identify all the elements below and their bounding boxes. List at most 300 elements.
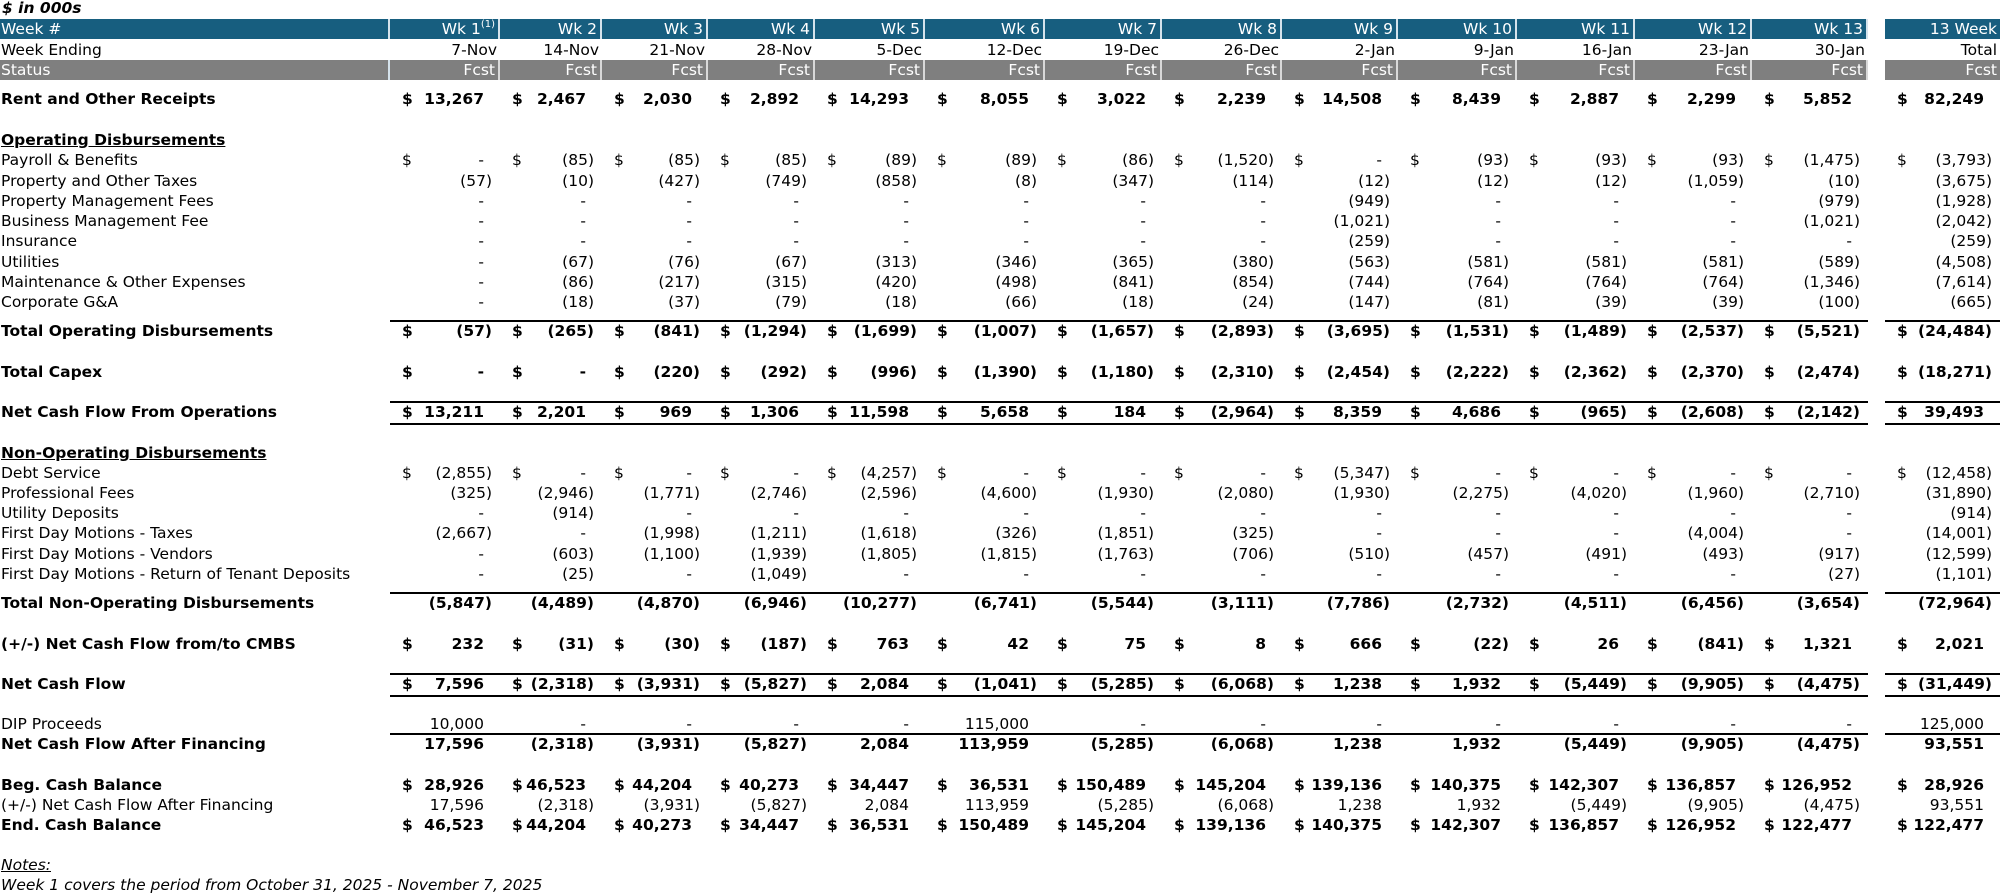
currency-symbol: $	[1057, 90, 1068, 108]
currency-symbol: $	[402, 90, 413, 108]
currency-symbol: $	[1897, 403, 1908, 421]
currency-symbol: $	[827, 816, 838, 834]
week-value-cell: -	[1730, 232, 1736, 250]
week-value-cell: (5,285)	[1090, 735, 1154, 753]
currency-symbol: $	[1057, 403, 1068, 421]
week-value-cell: (2,222)	[1445, 363, 1509, 381]
currency-symbol: $	[937, 322, 948, 340]
week-header-cell	[1752, 19, 1868, 39]
total-value-cell: (3,793)	[1935, 151, 1992, 169]
week-header-cell	[1162, 19, 1282, 39]
week-value-cell: 26	[1597, 635, 1619, 653]
total-rule-bottom	[390, 695, 1868, 697]
week-header-text: 2-Jan	[1354, 41, 1395, 59]
week-header-cell	[925, 40, 1045, 60]
week-value-cell: (965)	[1580, 403, 1627, 421]
week-value-cell: 44,204	[526, 816, 586, 834]
week-value-cell: (498)	[995, 273, 1037, 291]
currency-symbol: $	[1174, 816, 1185, 834]
currency-symbol: $	[720, 322, 731, 340]
week-value-cell: (1,939)	[750, 545, 807, 563]
currency-symbol: $	[1764, 776, 1775, 794]
week-value-cell: 2,887	[1569, 90, 1619, 108]
currency-symbol: $	[1764, 464, 1774, 482]
week-value-cell: (1,021)	[1333, 212, 1390, 230]
currency-symbol: $	[1294, 403, 1305, 421]
week-value-cell: (1,211)	[750, 524, 807, 542]
subtotal-rule	[390, 733, 1868, 735]
week-value-cell: (841)	[1112, 273, 1154, 291]
row-label: First Day Motions - Return of Tenant Deposits	[1, 565, 351, 583]
week-value-cell: 1,932	[1451, 675, 1501, 693]
status-row	[0, 60, 2000, 80]
week-value-cell: 8,439	[1451, 90, 1501, 108]
week-value-cell: (4,020)	[1570, 484, 1627, 502]
currency-symbol: $	[1057, 464, 1067, 482]
week-value-cell: -	[1613, 232, 1619, 250]
week-value-cell: -	[1140, 464, 1146, 482]
currency-symbol: $	[1174, 322, 1185, 340]
currency-symbol: $	[1529, 675, 1540, 693]
week-value-cell: (217)	[658, 273, 700, 291]
currency-symbol: $	[1647, 464, 1657, 482]
week-value-cell: (491)	[1585, 545, 1627, 563]
currency-symbol: $	[1764, 635, 1775, 653]
week-value-cell: 34,447	[739, 816, 799, 834]
week-value-cell: (380)	[1232, 253, 1274, 271]
week-header-cell	[1282, 19, 1398, 39]
week-value-cell: -	[1846, 504, 1852, 522]
currency-symbol: $	[1174, 635, 1185, 653]
currency-symbol: $	[937, 90, 948, 108]
week-value-cell: 28,926	[424, 776, 484, 794]
week-value-cell: (2,608)	[1680, 403, 1744, 421]
currency-symbol: $	[720, 403, 731, 421]
week-value-cell: (10,277)	[843, 594, 917, 612]
week-value-cell: -	[477, 363, 484, 381]
currency-symbol: $	[402, 675, 413, 693]
total-value-cell: 122,477	[1913, 816, 1984, 834]
notes-text: Week 1 covers the period from October 31, 2025 - November 7, 2025	[1, 876, 543, 894]
week-value-cell: -	[686, 565, 692, 583]
currency-symbol: $	[1764, 816, 1775, 834]
week-value-cell: (4,004)	[1687, 524, 1744, 542]
week-value-cell: -	[580, 715, 586, 733]
week-header-text: Fcst	[1598, 61, 1630, 79]
week-header-cell	[708, 19, 815, 39]
currency-symbol: $	[614, 403, 625, 421]
week-value-cell: (4,511)	[1563, 594, 1627, 612]
week-header-cell	[390, 40, 500, 60]
week-value-cell: -	[1613, 504, 1619, 522]
total-value-cell: (914)	[1950, 504, 1992, 522]
week-value-cell: 142,307	[1548, 776, 1619, 794]
week-value-cell: (1,489)	[1563, 322, 1627, 340]
week-value-cell: -	[1260, 504, 1266, 522]
week-header-text: 23-Jan	[1698, 41, 1749, 59]
week-value-cell: (2,893)	[1210, 322, 1274, 340]
week-value-cell: (6,068)	[1210, 735, 1274, 753]
currency-symbol: $	[402, 816, 413, 834]
units-label: $ in 000s	[2, 0, 82, 17]
week-value-cell: 139,136	[1311, 776, 1382, 794]
week-value-cell: -	[1495, 212, 1501, 230]
week-value-cell: -	[478, 504, 484, 522]
currency-symbol: $	[720, 776, 731, 794]
row-label: Non-Operating Disbursements	[1, 444, 267, 462]
week-value-cell: (4,489)	[530, 594, 594, 612]
currency-symbol: $	[1057, 816, 1068, 834]
table-row-end-cash	[0, 815, 2000, 835]
currency-symbol: $	[1647, 675, 1658, 693]
total-value-cell: (2,042)	[1935, 212, 1992, 230]
week-value-cell: (292)	[760, 363, 807, 381]
week-value-cell: 113,959	[958, 735, 1029, 753]
week-header-text: Fcst	[1361, 61, 1393, 79]
row-label: Rent and Other Receipts	[1, 90, 216, 108]
week-value-cell: (764)	[1467, 273, 1509, 291]
week-value-cell: (347)	[1112, 172, 1154, 190]
week-value-cell: 40,273	[739, 776, 799, 794]
currency-symbol: $	[937, 464, 947, 482]
currency-symbol: $	[1057, 363, 1068, 381]
week-value-cell: -	[903, 565, 909, 583]
week-value-cell: (6,068)	[1217, 796, 1274, 814]
week-value-cell: -	[793, 192, 799, 210]
week-value-cell: 8,055	[979, 90, 1029, 108]
week-value-cell: -	[1613, 524, 1619, 542]
week-value-cell: 75	[1124, 635, 1146, 653]
week-value-cell: 136,857	[1665, 776, 1736, 794]
table-row-maintenance	[0, 272, 2000, 292]
week-header-text: Wk 10	[1463, 20, 1512, 38]
week-value-cell: (2,667)	[435, 524, 492, 542]
week-value-cell: (37)	[668, 293, 700, 311]
currency-symbol: $	[937, 363, 948, 381]
row-label: Utilities	[1, 253, 60, 271]
table-row-op-header	[0, 130, 2000, 150]
total-value-cell: (7,614)	[1935, 273, 1992, 291]
week-value-cell: 139,136	[1195, 816, 1266, 834]
currency-symbol: $	[1764, 322, 1775, 340]
week-value-cell: (86)	[562, 273, 594, 291]
total-rule-bottom	[1885, 695, 2000, 697]
total-value-cell: 82,249	[1924, 90, 1984, 108]
week-header-text: Fcst	[888, 61, 920, 79]
week-value-cell: 5,658	[979, 403, 1029, 421]
week-header-cell	[1398, 60, 1517, 80]
week-value-cell: (39)	[1595, 293, 1627, 311]
currency-symbol: $	[720, 816, 731, 834]
week-value-cell: (18)	[885, 293, 917, 311]
subtotal-rule	[1885, 592, 2000, 594]
total-rule-top	[1885, 401, 2000, 403]
week-value-cell: 42	[1007, 635, 1029, 653]
week-value-cell: (12)	[1358, 172, 1390, 190]
total-rule-bottom	[1885, 423, 2000, 425]
row-label: Property and Other Taxes	[1, 172, 198, 190]
week-value-cell: (2,454)	[1326, 363, 1390, 381]
week-value-cell: -	[903, 212, 909, 230]
currency-symbol: $	[720, 90, 731, 108]
week-value-cell: -	[580, 524, 586, 542]
row-label: Debt Service	[1, 464, 101, 482]
week-value-cell: -	[1495, 464, 1501, 482]
currency-symbol: $	[1057, 635, 1068, 653]
week-number-row	[0, 19, 2000, 39]
week-value-cell: -	[793, 232, 799, 250]
week-value-cell: -	[1495, 524, 1501, 542]
week-header-text: Wk 7	[1117, 20, 1157, 38]
week-header-cell	[1162, 40, 1282, 60]
week-value-cell: (1,390)	[973, 363, 1037, 381]
week-value-cell: -	[1023, 232, 1029, 250]
week-value-cell: (1,180)	[1090, 363, 1154, 381]
week-value-cell: (1,346)	[1803, 273, 1860, 291]
week-value-cell: 969	[659, 403, 692, 421]
week-value-cell: (744)	[1348, 273, 1390, 291]
week-value-cell: 2,239	[1216, 90, 1266, 108]
week-header-cell	[602, 40, 708, 60]
currency-symbol: $	[1174, 151, 1184, 169]
currency-symbol: $	[1529, 322, 1540, 340]
week-value-cell: (265)	[547, 322, 594, 340]
week-value-cell: (427)	[658, 172, 700, 190]
week-value-cell: (510)	[1348, 545, 1390, 563]
week-value-cell: 10,000	[429, 715, 484, 733]
week-value-cell: (1,930)	[1097, 484, 1154, 502]
week-value-cell: (1,618)	[860, 524, 917, 542]
week-value-cell: (10)	[562, 172, 594, 190]
week-header-text: Fcst	[1008, 61, 1040, 79]
currency-symbol: $	[1294, 816, 1305, 834]
week-value-cell: (1,851)	[1097, 524, 1154, 542]
week-header-text: Wk 12	[1698, 20, 1747, 38]
total-value-cell: 2,021	[1934, 635, 1984, 653]
currency-symbol: $	[1529, 90, 1540, 108]
week-header-text: Fcst	[1125, 61, 1157, 79]
week-value-cell: (1,771)	[643, 484, 700, 502]
currency-symbol: $	[1897, 322, 1908, 340]
week-header-text: Wk 3	[663, 20, 703, 38]
week-value-cell: (315)	[765, 273, 807, 291]
week-header-text: Wk 4	[770, 20, 810, 38]
week-value-cell: (31)	[558, 635, 594, 653]
currency-symbol: $	[1057, 776, 1068, 794]
week-value-cell: (5,847)	[428, 594, 492, 612]
table-row-ncf-after	[0, 734, 2000, 754]
footnote-marker: (1)	[480, 18, 495, 30]
currency-symbol: $	[720, 635, 731, 653]
week-value-cell: -	[1495, 565, 1501, 583]
week-value-cell: 140,375	[1311, 816, 1382, 834]
week-number-label: Week #	[0, 19, 390, 39]
week-value-cell: (5,544)	[1090, 594, 1154, 612]
total-value-cell: (12,599)	[1925, 545, 1992, 563]
week-value-cell: (89)	[885, 151, 917, 169]
total-rule-top	[390, 673, 1868, 675]
week-value-cell: (3,654)	[1796, 594, 1860, 612]
week-value-cell: (841)	[1697, 635, 1744, 653]
week-value-cell: -	[478, 192, 484, 210]
week-header-text: Fcst	[463, 61, 495, 79]
week-header-text: 12-Dec	[986, 41, 1042, 59]
week-value-cell: (76)	[668, 253, 700, 271]
week-value-cell: -	[686, 232, 692, 250]
week-value-cell: (67)	[775, 253, 807, 271]
week-value-cell: 4,686	[1451, 403, 1501, 421]
week-value-cell: (57)	[456, 322, 492, 340]
currency-symbol: $	[512, 816, 523, 834]
total-value-cell: (1,101)	[1935, 565, 1992, 583]
week-value-cell: 1,238	[1332, 735, 1382, 753]
week-value-cell: 46,523	[424, 816, 484, 834]
week-header-text: Wk 8	[1237, 20, 1277, 38]
total-value-cell: (3,675)	[1935, 172, 1992, 190]
week-value-cell: -	[1613, 464, 1619, 482]
week-value-cell: (25)	[562, 565, 594, 583]
week-value-cell: (9,905)	[1687, 796, 1744, 814]
week-value-cell: -	[1140, 504, 1146, 522]
currency-symbol: $	[827, 675, 838, 693]
week-value-cell: -	[686, 212, 692, 230]
currency-symbol: $	[1294, 322, 1305, 340]
week-header-cell	[1635, 40, 1752, 60]
week-header-cell	[1045, 19, 1162, 39]
row-label: Payroll & Benefits	[1, 151, 138, 169]
currency-symbol: $	[512, 90, 523, 108]
week-value-cell: 2,467	[536, 90, 586, 108]
notes-heading: Notes:	[1, 856, 51, 874]
row-label: First Day Motions - Vendors	[1, 545, 213, 563]
week-value-cell: 140,375	[1430, 776, 1501, 794]
currency-symbol: $	[1897, 816, 1908, 834]
currency-symbol: $	[402, 635, 413, 653]
week-header-cell	[1398, 19, 1517, 39]
currency-symbol: $	[1897, 635, 1908, 653]
week-ending-label: Week Ending	[1, 41, 102, 59]
currency-symbol: $	[512, 464, 522, 482]
week-value-cell: (57)	[460, 172, 492, 190]
week-value-cell: (3,931)	[636, 675, 700, 693]
table-row-pm-fees	[0, 191, 2000, 211]
week-value-cell: (2,310)	[1210, 363, 1274, 381]
week-header-cell	[500, 19, 602, 39]
week-value-cell: (949)	[1348, 192, 1390, 210]
currency-symbol: $	[1897, 90, 1908, 108]
week-value-cell: (4,600)	[980, 484, 1037, 502]
week-value-cell: (841)	[653, 322, 700, 340]
week-value-cell: 5,852	[1802, 90, 1852, 108]
week-value-cell: (93)	[1477, 151, 1509, 169]
week-header-text: Wk 9	[1353, 20, 1393, 38]
week-value-cell: -	[1613, 192, 1619, 210]
week-value-cell: 2,299	[1686, 90, 1736, 108]
currency-symbol: $	[1410, 403, 1421, 421]
row-label: Net Cash Flow After Financing	[1, 735, 266, 753]
week-value-cell: 14,508	[1322, 90, 1382, 108]
currency-symbol: $	[720, 151, 730, 169]
week-value-cell: -	[1495, 504, 1501, 522]
week-value-cell: 1,932	[1451, 735, 1501, 753]
table-row-dip	[0, 714, 2000, 734]
currency-symbol: $	[1410, 635, 1421, 653]
week-value-cell: -	[1260, 715, 1266, 733]
week-value-cell: 2,201	[536, 403, 586, 421]
subtotal-rule	[1885, 320, 2000, 322]
week-header-text: Fcst	[1480, 61, 1512, 79]
week-value-cell: -	[686, 715, 692, 733]
currency-symbol: $	[512, 675, 523, 693]
week-value-cell: 34,447	[849, 776, 909, 794]
week-value-cell: -	[1730, 192, 1736, 210]
week-value-cell: (5,521)	[1796, 322, 1860, 340]
week-header-text: Wk 1	[441, 20, 481, 38]
week-value-cell: 184	[1113, 403, 1146, 421]
total-rule-top	[1885, 673, 2000, 675]
week-value-cell: 150,489	[1075, 776, 1146, 794]
week-value-cell: (1,021)	[1803, 212, 1860, 230]
total-value-cell: (72,964)	[1918, 594, 1992, 612]
week-value-cell: 126,952	[1781, 776, 1852, 794]
week-value-cell: 126,952	[1665, 816, 1736, 834]
week-value-cell: (325)	[1232, 524, 1274, 542]
week-value-cell: (100)	[1818, 293, 1860, 311]
week-value-cell: -	[1730, 504, 1736, 522]
week-value-cell: 2,892	[749, 90, 799, 108]
week-value-cell: (1,960)	[1687, 484, 1744, 502]
week-header-text: 16-Jan	[1581, 41, 1632, 59]
currency-symbol: $	[402, 464, 412, 482]
week-value-cell: 142,307	[1430, 816, 1501, 834]
total-value-cell: 39,493	[1924, 403, 1984, 421]
currency-symbol: $	[1647, 151, 1657, 169]
currency-symbol: $	[614, 675, 625, 693]
currency-symbol: $	[1529, 635, 1540, 653]
week-value-cell: 115,000	[964, 715, 1029, 733]
week-value-cell: 13,267	[424, 90, 484, 108]
currency-symbol: $	[1174, 90, 1185, 108]
currency-symbol: $	[827, 635, 838, 653]
week-header-cell	[708, 40, 815, 60]
week-value-cell: (4,475)	[1796, 675, 1860, 693]
week-value-cell: -	[1846, 232, 1852, 250]
week-value-cell: (2,142)	[1796, 403, 1860, 421]
week-value-cell: (346)	[995, 253, 1037, 271]
row-label: Net Cash Flow	[1, 675, 126, 693]
currency-symbol: $	[1294, 151, 1304, 169]
week-header-text: Wk 13	[1814, 20, 1863, 38]
currency-symbol: $	[614, 322, 625, 340]
currency-symbol: $	[1647, 403, 1658, 421]
week-value-cell: (2,318)	[530, 675, 594, 693]
week-value-cell: (2,318)	[530, 735, 594, 753]
week-header-text: 5-Dec	[876, 41, 922, 59]
week-value-cell: 113,959	[964, 796, 1029, 814]
week-value-cell: -	[1846, 715, 1852, 733]
week-value-cell: (24)	[1242, 293, 1274, 311]
week-value-cell: (67)	[562, 253, 594, 271]
week-value-cell: (493)	[1702, 545, 1744, 563]
week-value-cell: -	[478, 253, 484, 271]
week-header-cell	[815, 60, 925, 80]
currency-symbol: $	[1529, 403, 1540, 421]
week-value-cell: (4,870)	[636, 594, 700, 612]
week-value-cell: (79)	[775, 293, 807, 311]
week-value-cell: -	[1140, 212, 1146, 230]
currency-symbol: $	[827, 776, 838, 794]
week-header-text: Fcst	[778, 61, 810, 79]
